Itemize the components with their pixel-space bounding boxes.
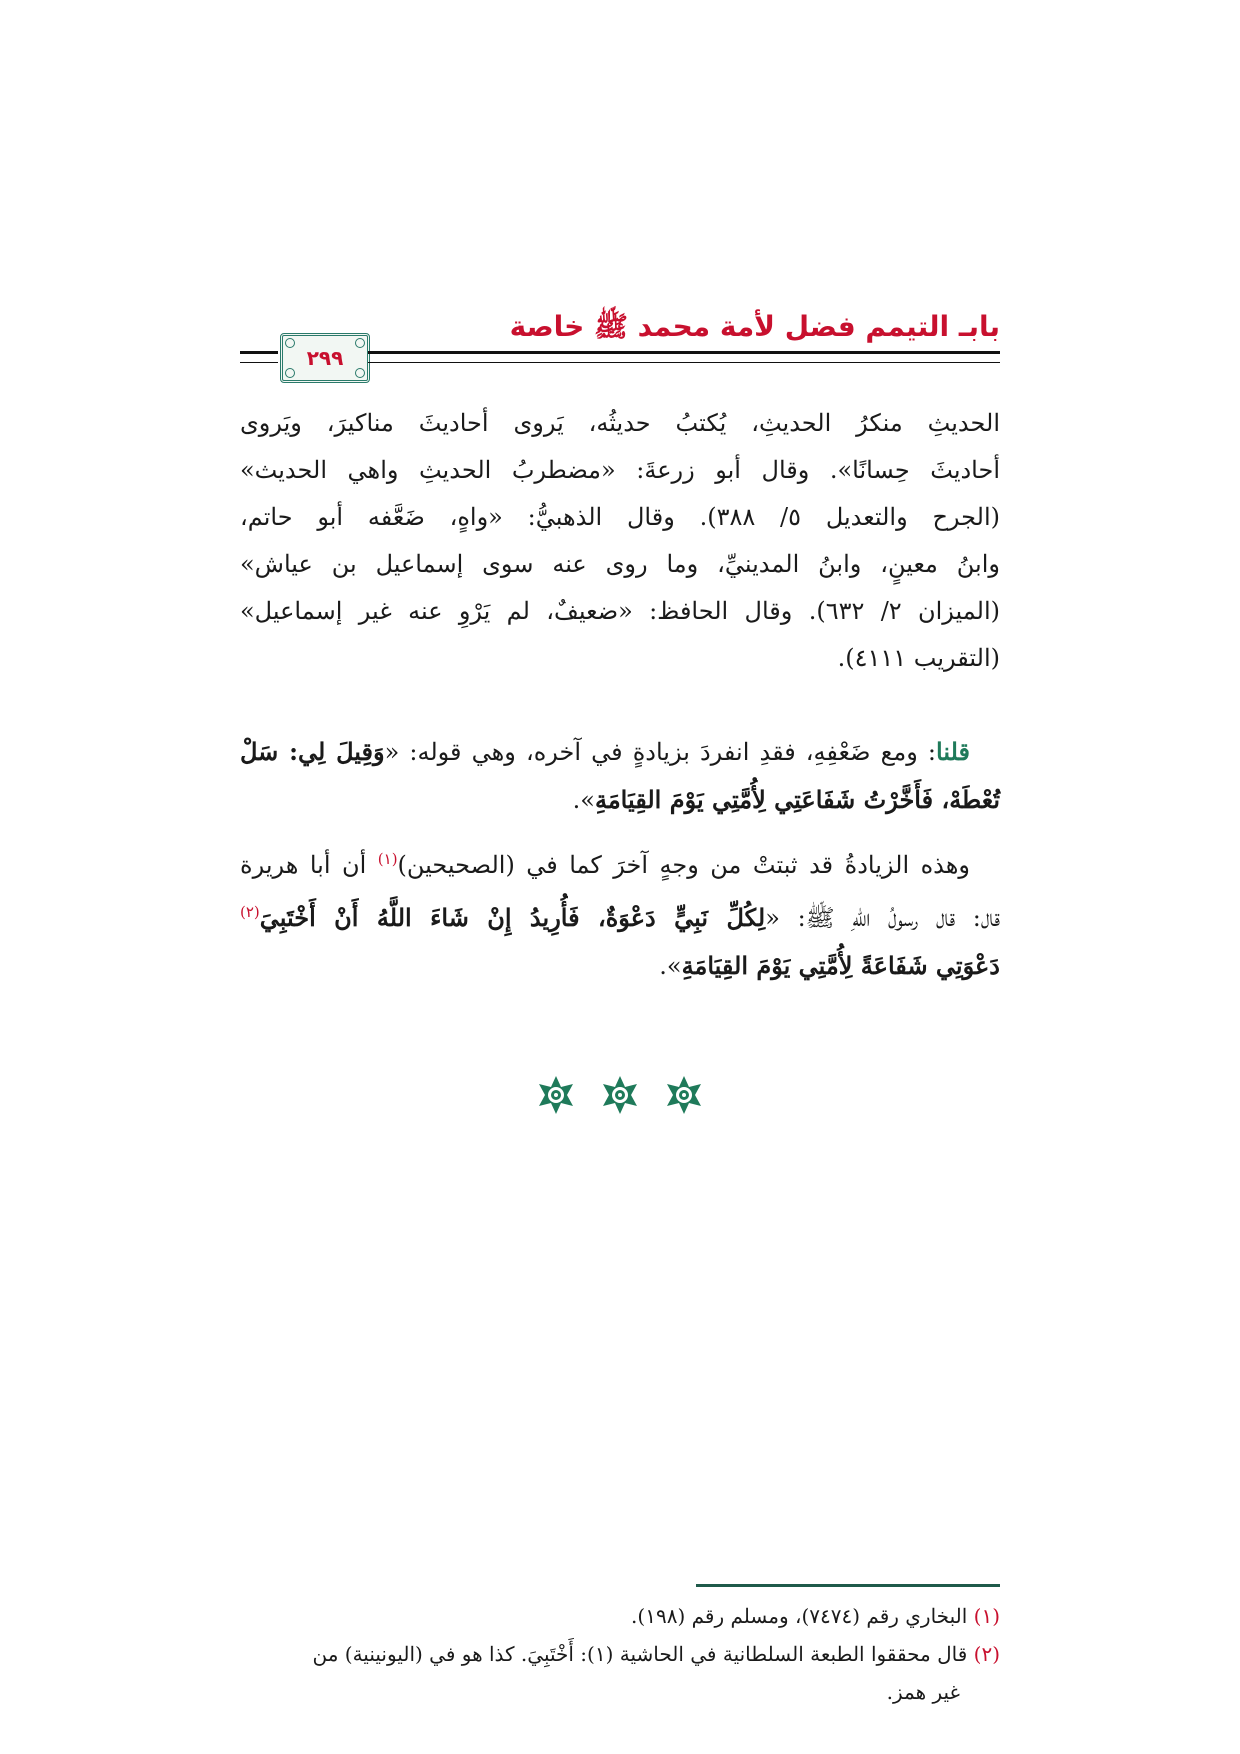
text-line: وابنُ معينٍ، وابنُ المدينيِّ، وما روى عنه سوى إسماعيل بن عياش»: [240, 550, 1000, 578]
footnote-2-continuation: غير همز.: [886, 1680, 960, 1704]
hadith-quote: لِكُلِّ نَبِيٍّ دَعْوَةٌ، فَأُرِيدُ إِنْ شَاءَ اللَّهُ أَنْ أَخْتَبِيَ: [259, 903, 766, 932]
paragraph-text: أن أبا هريرة: [240, 851, 378, 879]
paragraph-narrator-critique: [240, 400, 1000, 682]
text-line: [240, 728, 1000, 776]
text-line: (التقريب ٤١١١).: [837, 644, 1000, 672]
text-line: (الميزان ٢/ ٦٣٢). وقال الحافظ: «ضعيفٌ، لم يَرْوِ عنه غير إسماعيل»: [240, 597, 1000, 625]
footnote-number: (٢): [973, 1642, 1000, 1666]
frame-ornament-icon: [285, 368, 295, 378]
text-line: (الجرح والتعديل ٥/ ٣٨٨). وقال الذهبيُّ: «واهٍ، ضَعَّفه أبو حاتم،: [240, 503, 1001, 531]
header-rule-left: [240, 351, 278, 363]
frame-ornament-icon: [355, 368, 365, 378]
footnote-ref[interactable]: (١): [377, 850, 398, 868]
footnote-text: قال محققوا الطبعة السلطانية في الحاشية (١): أَخْتَبِيَ. كذا هو في (اليونينية) من: [312, 1642, 974, 1666]
text-line: [240, 889, 1000, 942]
qulna-label: قلنا: [936, 737, 970, 766]
text-line: [240, 836, 1000, 889]
footnote-number: (١): [973, 1604, 1000, 1628]
frame-ornament-icon: [355, 338, 365, 348]
ornament-star-icon: [664, 1075, 704, 1115]
hadith-quote: دَعْوَتِي شَفَاعَةً لِأُمَّتِي يَوْمَ القِيَامَةِ: [681, 951, 1000, 980]
footnotes: [240, 1597, 1000, 1711]
hadith-quote: تُعْطَهْ، فَأَخَّرْتُ شَفَاعَتِي لِأُمَّتِي يَوْمَ القِيَامَةِ: [594, 785, 1000, 814]
text-line: [240, 776, 1000, 824]
header-rule-right: [368, 351, 1000, 363]
footnote-ref[interactable]: (٢): [240, 903, 260, 921]
paragraph-text: : ومع ضَعْفِهِ، فقدِ انفردَ بزيادةٍ في آخره، وهي قوله: «: [384, 738, 937, 766]
paragraph-qulna: [240, 728, 1000, 824]
text-line: الحديثِ منكرُ الحديثِ، يُكتبُ حديثُه، يَروى أحاديثَ مناكيرَ، ويَروى: [240, 409, 1000, 437]
frame-ornament-icon: [285, 338, 295, 348]
paragraph-text: ».: [659, 952, 682, 980]
hadith-quote: وَقِيلَ لِي: سَلْ: [240, 737, 385, 766]
paragraph-text: قال: قال رسولُ اللهِ ﷺ: «: [765, 904, 1000, 932]
ornament-star-icon: [536, 1075, 576, 1115]
text-line: أحاديثَ حِسانًا». وقال أبو زرعةَ: «مضطربُ الحديثِ واهي الحديث»: [240, 456, 1000, 484]
chapter-title: بابـ التيمم فضل لأمة محمد ﷺ خاصة: [509, 310, 1000, 343]
footnote-2: [240, 1635, 1000, 1673]
footnote-1: [240, 1597, 1000, 1635]
paragraph-text: وهذه الزيادةُ قد ثبتتْ من وجهٍ آخرَ كما في (الصحيحين): [397, 851, 970, 879]
text-line: [240, 942, 1000, 990]
section-separator: [536, 1075, 704, 1115]
paragraph-text: ».: [572, 786, 595, 814]
page-number-frame: [280, 333, 370, 383]
ornament-star-icon: [600, 1075, 640, 1115]
footnote-text: البخاري رقم (٧٤٧٤)، ومسلم رقم (١٩٨).: [631, 1604, 974, 1628]
page-number: ٢٩٩: [306, 346, 344, 370]
paragraph-sahihayn: [240, 836, 1000, 990]
footnote-divider: [696, 1584, 1000, 1587]
